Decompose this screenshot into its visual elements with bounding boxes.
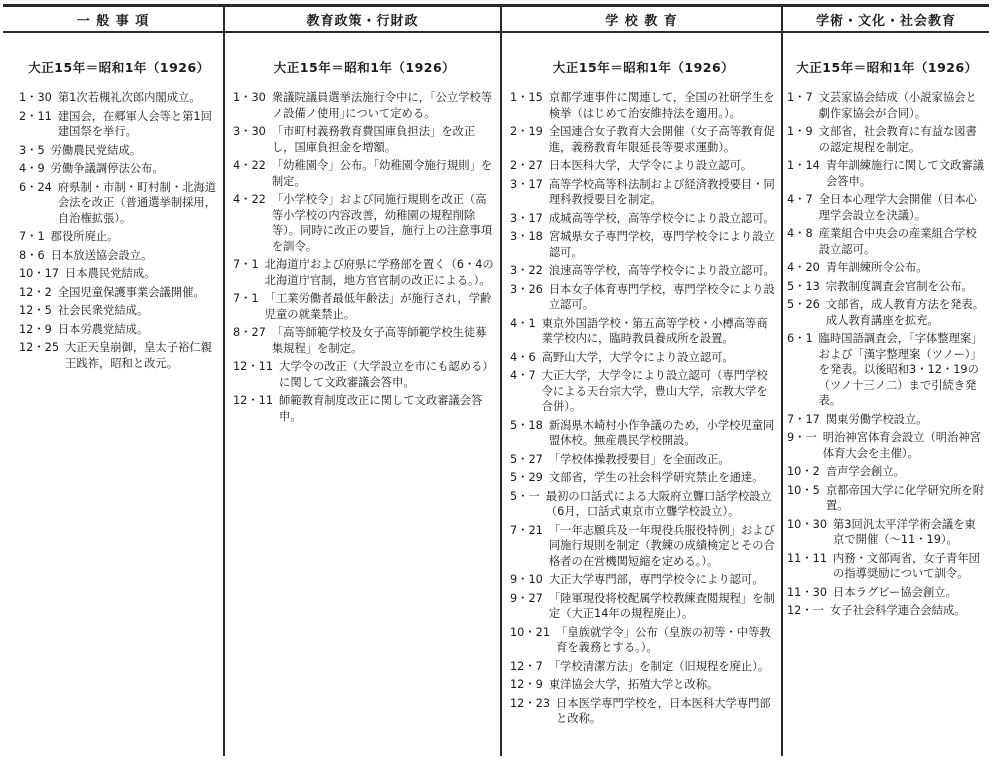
entry-text: 日本ラグビー協会創立。 [833,585,957,599]
entry-date: 4・1 [510,316,536,330]
entry-text: 明治神宮体育会設立（明治神宮体育大会を主催）。 [822,431,981,460]
entry-text: 東洋協会大学，拓殖大学と改称。 [548,678,719,691]
timeline-entry [510,452,777,468]
entry-date: 10・21 [510,625,551,639]
timeline-entry [510,677,777,693]
entry-text: 日本放送協会設立。 [50,248,153,262]
entry-text: 文部省，社会教育に有益な図書の認定規程を制定。 [818,125,977,154]
timeline-entry [233,158,496,189]
entry-date: 7・1 [19,230,45,243]
timeline-entry [233,359,496,390]
column-policy [225,6,500,756]
entry-date: 2・19 [510,125,543,138]
entry-text: 文部省，成人教育方法を発表。成人教育講座を拡充。 [825,298,985,327]
era-heading: 大正15年＝昭和1年（1926） [273,60,456,75]
entry-date: 4・22 [233,193,266,206]
entry-date: 4・6 [510,350,536,364]
timeline-entry [510,211,777,227]
timeline-entry [787,192,987,223]
entry-date: 5・26 [787,298,820,311]
entry-date: 12・一 [787,604,824,617]
entry-date: 1・9 [787,125,813,138]
era-heading: 大正15年＝昭和1年（1926） [796,60,978,75]
column-body [502,32,781,727]
entry-date: 7・21 [510,523,543,537]
timeline-entry [787,483,987,514]
entry-text: 青年訓練施行に関して文政審議会答申。 [825,159,985,188]
entry-date: 7・1 [233,258,259,271]
timeline-entry [510,470,777,486]
entry-text: 日本労農党結成。 [57,322,149,336]
timeline-entry [19,109,219,140]
timeline-entry [510,625,777,656]
entry-text: 社会民衆党結成。 [57,304,149,317]
entry-date: 12・7 [510,659,543,673]
entry-date: 5・一 [510,489,540,503]
column-general [3,6,223,756]
timeline-entry [19,180,219,227]
entry-date: 5・29 [510,471,543,484]
entry-date: 2・27 [510,159,543,172]
timeline-entry [787,260,987,276]
entry-text: 「学校清潔方法」を制定（旧規程を廃止）。 [548,659,770,673]
entry-text: 衆議院議員選挙法施行令中に，｢公立学校等ノ設備ノ使用｣について定める。 [271,91,493,120]
entry-date: 12・23 [510,696,551,710]
timeline-entry [19,285,219,301]
entry-date: 7・17 [787,412,820,426]
entry-text: 文部省，学生の社会科学研究禁止を通達。 [548,471,764,484]
column-header: 学術・文化・社会教育 [815,13,956,29]
entry-text: 「一年志願兵及一年現役兵服役特例」および同施行規則を制定（教練の成績検定とその合格者の在営機関短縮を定める。）。 [548,523,775,568]
timeline-entry [510,350,777,366]
entry-date: 12・2 [19,285,52,299]
timeline-entry [787,517,987,548]
entry-date: 1・30 [19,91,52,104]
column-header: 一 般 事 項 [76,13,150,29]
entry-date: 10・30 [787,517,828,531]
entry-date: 11・30 [787,585,828,599]
timeline-entry [510,282,777,313]
entry-date: 9・10 [510,573,543,586]
entry-text: 全国連合女子教育大会開催（女子高等教育促進，義務教育年限延長等要求運動）。 [548,125,775,154]
entry-date: 3・17 [510,211,543,225]
entry-date: 1・14 [787,159,820,172]
timeline-entry [787,585,987,601]
timeline-entry [19,266,219,282]
entry-text: 最初の口話式による大阪府立聾口話学校設立（6月，口話式東京市立聾学校設立）。 [545,489,772,518]
timeline-entry [510,158,777,174]
entry-text: 「皇族就学令」公布（皇族の初等・中等教育を義務とする。）。 [556,625,771,654]
timeline-entry [19,322,219,338]
timeline-entry [787,279,987,295]
entry-date: 12・5 [19,304,52,317]
entry-date: 4・20 [787,261,820,274]
entry-text: 郡役所廃止。 [50,230,119,243]
entry-date: 5・13 [787,279,820,293]
entry-list [233,90,496,424]
entry-text: 第1次若槻礼次郎内閣成立。 [57,91,201,104]
entry-list [510,90,777,727]
column-header: 学 校 教 育 [605,13,678,29]
entry-text: 府県制・市制・町村制・北海道会法を改正（普通選挙制採用，自治権拡張）。 [57,180,217,225]
timeline-entry [233,192,496,254]
timeline-entry [510,659,777,675]
column-header: 教育政策・行財政 [306,13,419,29]
timeline-entry [19,340,219,371]
timeline-entry [233,90,496,121]
entry-list [787,90,987,619]
entry-date: 4・8 [787,227,813,240]
entry-date: 10・17 [19,267,60,280]
entry-text: 「小学校令」および同施行規則を改正（高等小学校の内容改善，幼稚園の規程削除等）。同時に改正の要旨，施行上の注意事項を訓令。 [271,193,493,253]
entry-text: 京都帝国大学に化学研究所を附置。 [825,483,985,512]
timeline-entry [787,603,987,619]
entry-date: 5・18 [510,418,543,432]
timeline-entry [787,464,987,480]
entry-date: 1・15 [510,91,543,104]
timeline-entry [787,124,987,155]
entry-date: 4・7 [787,193,813,206]
entry-date: 9・一 [787,431,817,444]
column-school [502,6,781,756]
entry-date: 1・30 [233,91,266,104]
entry-date: 4・22 [233,159,266,172]
era-heading: 大正15年＝昭和1年（1926） [552,60,735,75]
entry-date: 12・9 [510,678,543,691]
timeline-entry [233,325,496,356]
entry-date: 11・11 [787,551,828,565]
entry-text: 日本女子体育専門学校，専門学校令により設立認可。 [548,282,775,311]
entry-text: 大正天皇崩御，皇太子裕仁親王践祚，昭和と改元。 [65,341,212,370]
entry-text: 全国児童保護事業会議開催。 [57,285,205,299]
entry-text: 労働争議調停法公布。 [50,162,164,175]
entry-text: 東京外国語学校・第五高等学校・小樽高等商業学校内に，臨時教員養成所を設置。 [541,316,768,345]
entry-text: 全日本心理学大会開催（日本心理学会設立を決議）。 [818,193,977,222]
timeline-entry [510,696,777,727]
entry-text: 浪速高等学校，高等学校令により設立認可。 [548,264,775,277]
era-heading: 大正15年＝昭和1年（1926） [28,60,210,75]
timeline-entry [787,226,987,257]
timeline-entry [19,229,219,245]
entry-text: 成城高等学校，高等学校令により設立認可。 [548,211,775,225]
timeline-entry [510,572,777,588]
entry-date: 3・22 [510,264,543,277]
entry-text: 日本農民党結成。 [65,267,156,280]
timeline-entry [233,257,496,288]
entry-text: 臨時国語調査会，「字体整理案」および「漢字整理案（ツノー）」を発表。以後昭和3・12・19の（ツノ十三ノ二）まで引続き発表。 [818,332,983,407]
timeline-entry [510,90,777,121]
timeline-entry [787,90,987,121]
timeline-entry [787,158,987,189]
entry-text: 師範教育制度改正に関して文政審議会答申。 [279,394,483,423]
timeline-entry [510,263,777,279]
entry-text: 日本医科大学，大学令により設立認可。 [548,159,753,172]
entry-date: 3・17 [510,177,543,191]
timeline-entry [510,591,777,622]
entry-date: 8・27 [233,326,266,339]
timeline-entry [787,430,987,461]
timeline-entry [787,551,987,582]
entry-text: 宮城県女子専門学校，専門学校令により設立認可。 [548,230,775,259]
column-body [225,32,500,424]
entry-text: 宗教制度調査会官制を公布。 [825,279,973,293]
entry-date: 4・9 [19,162,45,175]
entry-date: 5・27 [510,452,543,466]
entry-date: 12・11 [233,394,274,407]
column-body [3,32,223,371]
entry-date: 3・18 [510,230,543,243]
entry-text: 日本医学専門学校を，日本医科大学専門部と改称。 [556,696,771,725]
entry-date: 2・11 [19,109,52,123]
column-culture [783,6,989,756]
entry-date: 12・11 [233,360,274,373]
entry-date: 9・27 [510,591,543,605]
entry-text: 「市町村義務教育費国庫負担法」を改正し，国庫負担金を増額。 [271,125,476,154]
entry-date: 8・6 [19,248,45,262]
entry-text: 産業組合中央会の産業組合学校設立認可。 [818,227,977,256]
entry-list [19,90,219,371]
entry-date: 3・26 [510,282,543,296]
entry-text: 高等学校高等科法制および経済教授要目・同理科教授要目を制定。 [548,177,775,206]
entry-text: 「陸軍現役将校配属学校教練査閲規程」を制定（大正14年の規程廃止）。 [548,591,775,620]
timeline-entry [233,291,496,322]
entry-text: 第3回汎太平洋学術会議を東京で開催（～11・19）。 [833,517,976,546]
timeline-entry [233,124,496,155]
entry-text: 女子社会科学連合会結成。 [829,604,966,617]
timeline-entry [510,489,777,520]
timeline-entry [787,412,987,428]
entry-text: 北海道庁および府県に学務部を置く（6・4の北海道庁官制，地方官官制の改正による。）。 [264,258,494,287]
entry-text: 大学令の改正（大学設立を市にも認める）に関して文政審議会答申。 [279,360,494,389]
entry-date: 1・7 [787,91,813,104]
entry-text: 新潟県木崎村小作争議のため，小学校児童同盟休校。無産農民学校開設。 [548,418,775,447]
entry-date: 12・25 [19,341,60,354]
column-body [783,32,989,619]
timeline-entry [787,331,987,409]
timeline-entry [510,418,777,449]
timeline-entry [19,303,219,319]
entry-text: 「工業労働者最低年齢法」が施行され，学齢児童の就業禁止。 [264,292,492,321]
entry-text: 「学校体操教授要目」を全面改正。 [548,452,730,466]
timeline-entry [19,143,219,159]
timeline-entry [19,90,219,106]
timeline-entry [787,297,987,328]
entry-text: 音声学会創立。 [825,465,905,478]
entry-date: 10・2 [787,465,820,478]
entry-text: 京都学連事件に関連して，全国の社研学生を検挙（はじめて治安維持法を適用。）。 [548,91,775,120]
entry-text: 関東労働学校設立。 [825,412,928,426]
entry-text: 青年訓練所令公布。 [825,261,928,274]
timeline-entry [19,161,219,177]
entry-date: 6・24 [19,180,52,194]
entry-date: 6・1 [787,332,813,345]
entry-text: 高野山大学，大学令により設立認可。 [541,350,734,364]
entry-date: 3・5 [19,143,45,157]
timeline-entry [510,124,777,155]
timeline-entry [510,229,777,260]
entry-text: 内務・文部両省，女子青年団の指導奨励について訓令。 [833,551,980,580]
timeline-entry [510,368,777,415]
timeline-entry [233,393,496,424]
timeline-entry [510,523,777,570]
entry-date: 12・9 [19,322,52,336]
entry-text: 文芸家協会結成（小説家協会と劇作家協会が合同）。 [818,91,977,120]
entry-date: 4・7 [510,369,536,382]
entry-date: 3・30 [233,125,266,138]
timeline-entry [19,248,219,264]
entry-date: 10・5 [787,483,820,497]
timeline-entry [510,177,777,208]
entry-text: 大正大学，大学令により設立認可（専門学校令による天台宗大学，豊山大学，宗教大学を合併）。 [541,369,768,413]
timeline-entry [510,316,777,347]
entry-date: 7・1 [233,292,259,305]
entry-text: 「高等師範学校及女子高等師範学校生徒募集規程」を制定。 [271,326,487,355]
entry-text: 建国会，在郷軍人会等と第1回建国祭を挙行。 [57,109,212,138]
entry-text: 労働農民党結成。 [50,143,142,157]
entry-text: 「幼稚園令」公布。「幼稚園令施行規則」を制定。 [271,159,493,188]
entry-text: 大正大学専門部，専門学校令により認可。 [548,573,764,586]
